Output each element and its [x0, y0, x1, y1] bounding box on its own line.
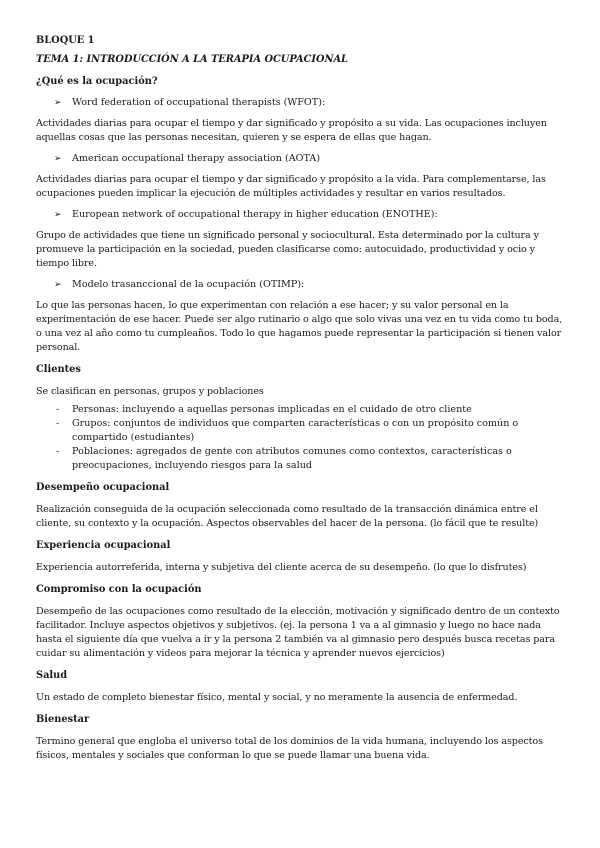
section-heading-desempeno: Desempeño ocupacional	[36, 482, 170, 493]
list-item: - Grupos: conjuntos de individuos que comparten características o con un propósito común o compartido (estudiantes)	[56, 418, 519, 443]
definition-source-aota	[54, 152, 568, 166]
arrow-bullet-icon: ➢	[54, 280, 62, 290]
clients-intro: Se clasifican en personas, grupos y poblaciones	[36, 386, 264, 397]
arrow-bullet-icon: ➢	[54, 154, 62, 164]
arrow-bullet-icon: ➢	[54, 210, 62, 220]
block-title: BLOQUE 1	[36, 35, 95, 46]
clients-heading: Clientes	[36, 364, 81, 375]
arrow-bullet-icon: ➢	[54, 98, 62, 108]
definition-text-otimp: Lo que las personas hacen, lo que experimentan con relación a ese hacer; y su valor personal en la experimentación de ese hacer. Puede ser algo rutinario o algo que solo vivas una vez en tu vida como tu boda, o una vez al año como tu cumpleaños. Todo lo que hagamos puede representar la participación si tienen valor personal.	[36, 300, 563, 353]
definition-text-wfot: Actividades diarias para ocupar el tiempo y dar significado y propósito a su vida. Las ocupaciones incluyen aquellas cosas que las personas necesitan, quieren y se espera de ellas que hagan.	[36, 118, 547, 143]
section-text-desempeno: Realización conseguida de la ocupación seleccionada como resultado de la transacción dinámica entre el cliente, su contexto y la ocupación. Aspectos observables del hacer de la persona. (lo fácil que te resulte)	[36, 504, 539, 529]
section-heading-bienestar: Bienestar	[36, 714, 90, 725]
definition-text-aota: Actividades diarias para ocupar el tiempo y dar significado y propósito a la vida. Para complementarse, las ocupaciones pueden implicar la ejecución de múltiples actividades y resultar en varios resultados.	[36, 174, 546, 199]
section-text-bienestar: Termino general que engloba el universo total de los dominios de la vida humana, incluyendo los aspectos físicos, mentales y sociales que conforman lo que se puede llamar una buena vida.	[36, 736, 543, 761]
topic-title: TEMA 1: INTRODUCCIÓN A LA TERAPIA OCUPACIONAL	[36, 54, 348, 65]
list-item: - Poblaciones: agregados de gente con atributos comunes como contextos, características o preocupaciones, incluyendo riesgos para la salud	[56, 446, 512, 471]
definition-source-otimp	[54, 278, 568, 292]
section-heading-experiencia: Experiencia ocupacional	[36, 540, 171, 551]
definition-source-wfot	[54, 96, 568, 110]
section-heading-compromiso: Compromiso con la ocupación	[36, 584, 202, 595]
definition-source-label: American occupational therapy association (AOTA)	[72, 153, 321, 164]
definition-text-enothe: Grupo de actividades que tiene un significado personal y sociocultural. Esta determinado por la cultura y promueve la participación en la sociedad, pueden clasificarse como: autocuidado, productividad y ocio y tiempo libre.	[36, 230, 539, 269]
question-heading: ¿Qué es la ocupación?	[36, 76, 158, 87]
section-text-experiencia: Experiencia autorreferida, interna y subjetiva del cliente acerca de su desempeño. (lo que lo disfrutes)	[36, 562, 527, 573]
list-item: - Personas: incluyendo a aquellas personas implicadas en el cuidado de otro cliente	[56, 404, 472, 415]
clients-list	[36, 403, 568, 473]
section-heading-salud: Salud	[36, 670, 68, 681]
definition-source-label: Word federation of occupational therapists (WFOT):	[72, 97, 326, 108]
definition-source-enothe	[54, 208, 568, 222]
definition-source-label: European network of occupational therapy in higher education (ENOTHE):	[72, 209, 438, 220]
definition-source-label: Modelo trasanccional de la ocupación (OTIMP):	[72, 279, 305, 290]
section-text-compromiso: Desempeño de las ocupaciones como resultado de la elección, motivación y significado dentro de un contexto facilitador. Incluye aspectos objetivos y subjetivos. (ej. la persona 1 va a al gimnasio y luego no hace nada hasta el siguiente día que vuelva a ir y la persona 2 también va al gimnasio pero después busca recetas para cuidar su alimentación y videos para mejorar la técnica y aprender nuevos ejercicios)	[36, 606, 560, 659]
section-text-salud: Un estado de completo bienestar físico, mental y social, y no meramente la ausencia de enfermedad.	[36, 692, 518, 703]
